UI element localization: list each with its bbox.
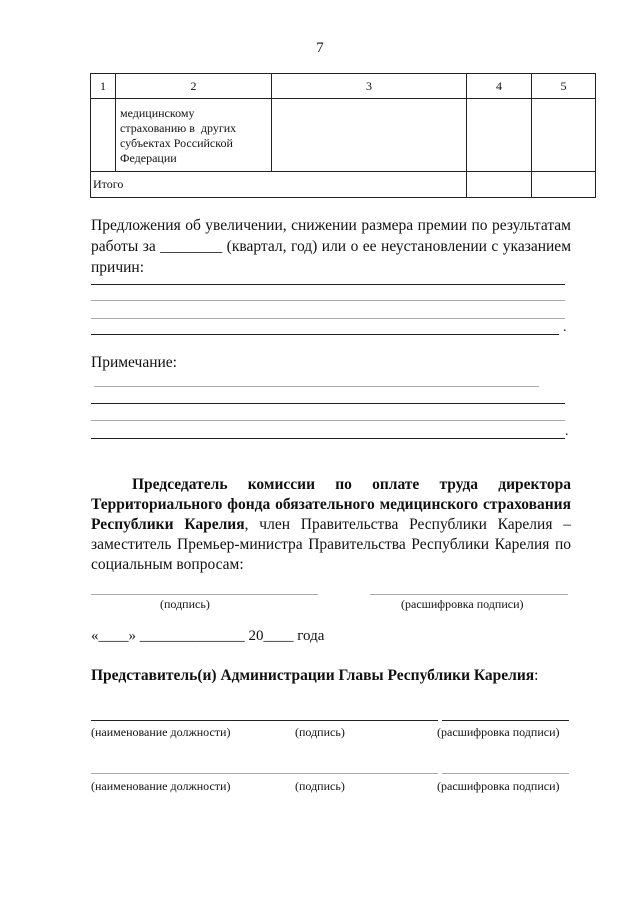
heading-colon: : <box>534 667 539 684</box>
table-row <box>91 99 596 172</box>
table-cell <box>467 99 532 172</box>
table-header-cell: 2 <box>116 74 272 99</box>
fill-line <box>91 318 565 319</box>
fill-line <box>91 284 565 285</box>
table-total-row <box>91 172 596 198</box>
table-cell <box>91 99 116 172</box>
signature-decode-caption: (расшифровка подписи) <box>401 597 524 611</box>
table-cell <box>467 172 532 198</box>
page-number: 7 <box>316 40 324 56</box>
end-mark: . <box>563 320 567 335</box>
signature-decode-line <box>370 594 568 595</box>
position-signature-line <box>91 720 438 721</box>
table-cell-line: субъектах Российской <box>120 136 233 150</box>
position-caption: (наименование должности) <box>91 725 231 739</box>
table-cell <box>532 99 596 172</box>
table-cell <box>116 99 272 172</box>
signature-caption: (подпись) <box>295 779 345 793</box>
table-header-cell: 3 <box>272 74 467 99</box>
fill-line <box>94 386 539 387</box>
table-header-cell: 5 <box>532 74 596 99</box>
position-signature-line <box>91 773 438 774</box>
chairman-position: , член Правительства Республики Карелия – заместитель Премьер-министра Правительства Республики Карелия по социальным вопросам: <box>91 516 571 573</box>
premium-table <box>90 73 596 198</box>
representatives-heading-text: Представитель(и) Администрации Главы Республики Карелия <box>91 667 535 684</box>
signature-caption: (подпись) <box>160 597 210 611</box>
fill-line <box>91 403 565 404</box>
signature-decode-line <box>442 720 569 721</box>
chairman-title: Председатель комиссии по оплате труда директора Территориального фонда обязательного медицинского страхования Республики Карелия <box>91 476 571 533</box>
date-line: «____» ______________ 20____ года <box>91 628 325 644</box>
table-cell-line: страхованию в других <box>120 121 237 135</box>
fill-line <box>91 334 559 335</box>
table-header-row <box>91 74 596 99</box>
table-header-cell: 4 <box>467 74 532 99</box>
table-cell-line: Федерации <box>120 151 177 165</box>
end-mark: . <box>565 424 569 439</box>
table-header-cell: 1 <box>91 74 116 99</box>
total-label: Итого <box>93 177 124 191</box>
signature-line <box>91 594 318 595</box>
table-cell <box>532 172 596 198</box>
fill-line <box>91 438 565 439</box>
proposals-text: Предложения об увеличении, снижении размера премии по результатам работы за ________ (квартал, год) или о ее неустановлении с указанием причин: <box>91 217 571 276</box>
signature-decode-caption: (расшифровка подписи) <box>437 779 560 793</box>
note-label: Примечание: <box>91 354 177 371</box>
signature-decode-line <box>442 773 569 774</box>
representatives-heading <box>91 667 538 685</box>
position-caption: (наименование должности) <box>91 779 231 793</box>
signature-caption: (подпись) <box>295 725 345 739</box>
fill-line <box>91 420 565 421</box>
table-cell-line: медицинскому <box>120 106 195 120</box>
chairman-paragraph <box>91 475 571 575</box>
signature-decode-caption: (расшифровка подписи) <box>437 725 560 739</box>
fill-line <box>91 300 565 301</box>
table-cell <box>272 99 467 172</box>
table-total-cell <box>91 172 467 198</box>
